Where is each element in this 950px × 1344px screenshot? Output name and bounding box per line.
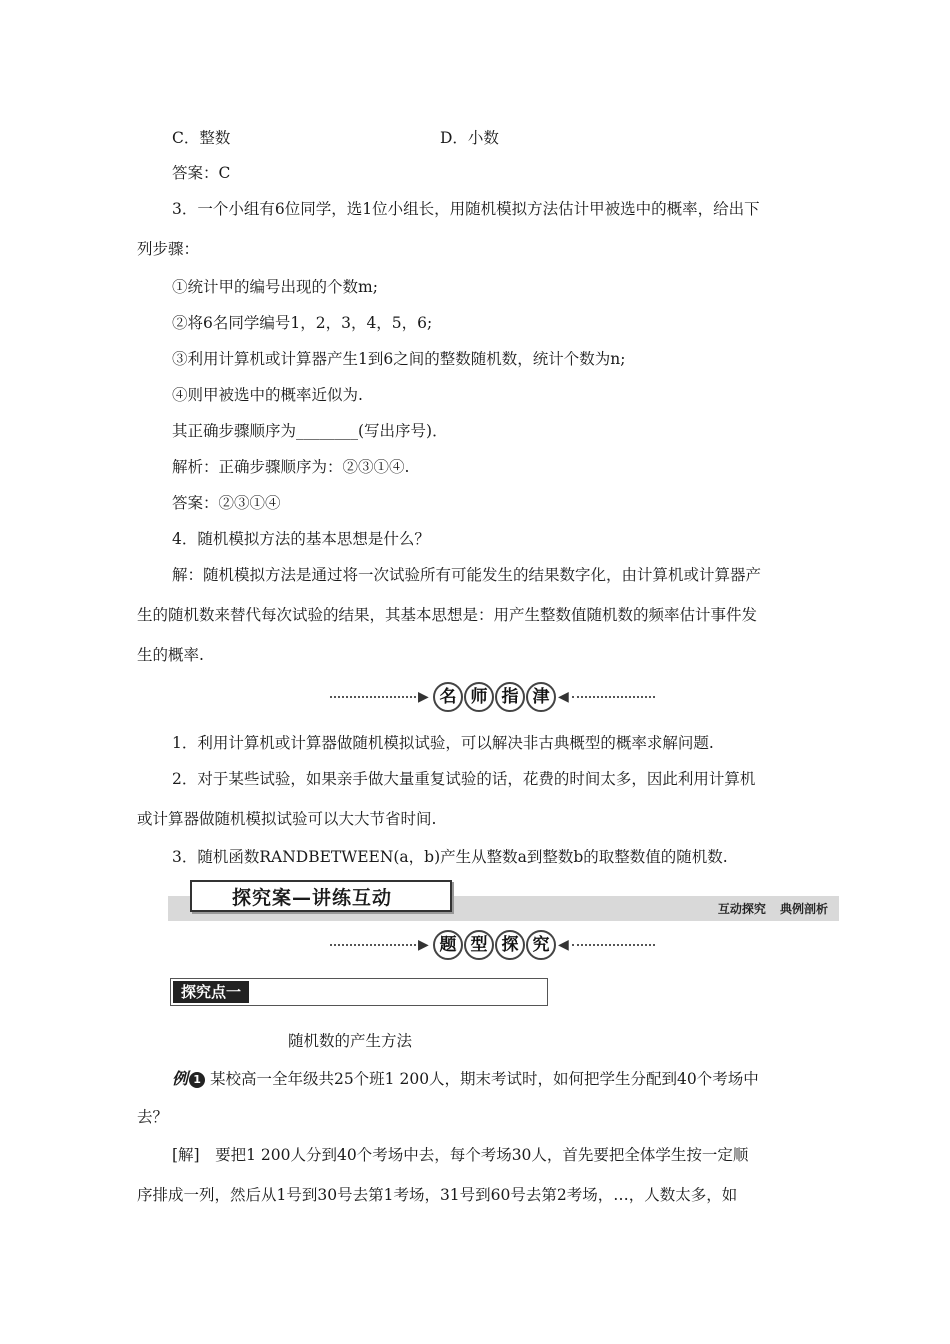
- divider-char-3: 探: [495, 930, 525, 960]
- divider-char-1: 题: [433, 930, 463, 960]
- example-number-badge: 1: [189, 1072, 205, 1088]
- q4-solution-line3: 生的概率.: [137, 646, 204, 664]
- divider-char-2: 型: [464, 930, 494, 960]
- section-title: 随机数的产生方法: [288, 1032, 413, 1050]
- divider-dots-left: [330, 944, 416, 946]
- divider-char-1: 名: [433, 682, 463, 712]
- divider-arrow-right: ▶: [418, 689, 429, 705]
- divider-arrow-left: ◀: [558, 937, 569, 953]
- q3-answer: 答案：②③①④: [172, 494, 281, 512]
- divider-arrow-right: ▶: [418, 937, 429, 953]
- divider-char-3: 指: [495, 682, 525, 712]
- divider-dots-right: [572, 944, 655, 946]
- example-solution-line1: [解] 要把1 200人分到40个考场中去，每个考场30人，首先要把全体学生按一定顺: [172, 1146, 749, 1164]
- q3-step2: ②将6名同学编号1，2，3，4，5，6;: [172, 314, 433, 332]
- divider-dots-right: [572, 696, 655, 698]
- example-label: 例 1: [172, 1069, 205, 1088]
- banner-right-text: 互动探究 典例剖析: [717, 902, 828, 916]
- divider-char-4: 津: [526, 682, 556, 712]
- example-text: 某校高一全年级共25个班1 200人，期末考试时，如何把学生分配到40个考场中: [209, 1070, 759, 1088]
- q3-analysis: 解析：正确步骤顺序为：②③①④.: [172, 458, 410, 476]
- q4-solution-line1: 解：随机模拟方法是通过将一次试验所有可能发生的结果数字化，由计算机或计算器产: [172, 566, 762, 584]
- q4-stem: 4．随机模拟方法的基本思想是什么？: [172, 530, 430, 548]
- example-1-line1: [172, 1068, 759, 1090]
- example-solution-line2: 序排成一列，然后从1号到30号去第1考场，31号到60号去第2考场，…，人数太多，如: [137, 1186, 738, 1204]
- tip-3: 3．随机函数RANDBETWEEN(a，b)产生从整数a到整数b的取整数值的随机数.: [172, 848, 728, 866]
- divider-dots-left: [330, 696, 416, 698]
- divider-question-types: [330, 930, 655, 960]
- q3-prompt: 其正确步骤顺序为________(写出序号)．: [172, 422, 448, 440]
- q3-step3: ③利用计算机或计算器产生1到6之间的整数随机数，统计个数为n;: [172, 350, 626, 368]
- section-label: 探究点一: [173, 981, 249, 1003]
- tip-2-line1: 2．对于某些试验，如果亲手做大量重复试验的话，花费的时间太多，因此利用计算机: [172, 770, 756, 788]
- tip-2-line2: 或计算器做随机模拟试验可以大大节省时间.: [137, 810, 437, 828]
- q3-stem-line2: 列步骤：: [137, 240, 200, 258]
- q3-step1: ①统计甲的编号出现的个数m;: [172, 278, 378, 296]
- tip-1: 1．利用计算机或计算器做随机模拟试验，可以解决非古典概型的概率求解问题.: [172, 734, 714, 752]
- banner-title: 探究案—讲练互动: [190, 880, 452, 912]
- q3-step4: ④则甲被选中的概率近似为.: [172, 386, 363, 404]
- section-box: [170, 978, 548, 1006]
- option-c: C．整数: [172, 129, 231, 147]
- q3-stem-line1: 3．一个小组有6位同学，选1位小组长，用随机模拟方法估计甲被选中的概率，给出下: [172, 200, 760, 218]
- divider-teacher-tips: [330, 682, 655, 712]
- divider-char-4: 究: [526, 930, 556, 960]
- divider-arrow-left: ◀: [558, 689, 569, 705]
- q2-answer: 答案：C: [172, 164, 231, 182]
- option-d: D．小数: [440, 129, 499, 147]
- example-1-line2: 去？: [137, 1108, 169, 1126]
- q4-solution-line2: 生的随机数来替代每次试验的结果，其基本思想是：用产生整数值随机数的频率估计事件发: [137, 606, 758, 624]
- divider-char-2: 师: [464, 682, 494, 712]
